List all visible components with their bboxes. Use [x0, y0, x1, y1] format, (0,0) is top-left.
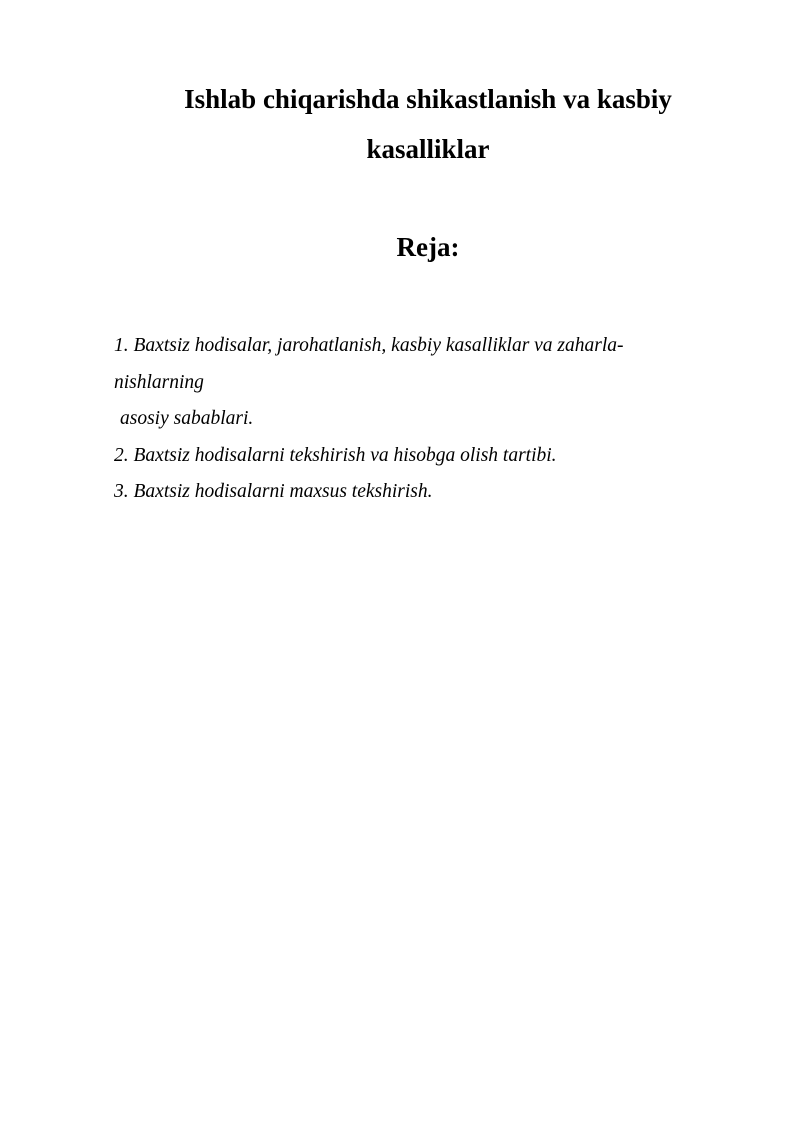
plan-item-2 — [114, 438, 704, 475]
title-line-1: Ishlab chiqarishda shikastlanish va kasbiy — [184, 84, 672, 114]
plan-item-3-line-1: 3. Baxtsiz hodisalarni maxsus tekshirish. — [114, 481, 433, 502]
plan-item-1-line-1: 1. Baxtsiz hodisalar, jarohatlanish, kasbiy kasalliklar va zaharla- — [114, 335, 624, 356]
plan-item-1-line-3: asosiy sabablari. — [120, 408, 254, 429]
plan-item-3 — [114, 474, 704, 511]
plan-item-1 — [114, 328, 704, 438]
plan-item-1-line-2: nishlarning — [114, 371, 204, 393]
plan-heading: Reja: — [396, 232, 460, 262]
plan-item-2-line-1: 2. Baxtsiz hodisalarni tekshirish va hisobga olish tartibi. — [114, 444, 557, 466]
title-line-2: kasalliklar — [366, 134, 490, 164]
plan-list — [114, 328, 704, 511]
document-title — [110, 74, 746, 174]
